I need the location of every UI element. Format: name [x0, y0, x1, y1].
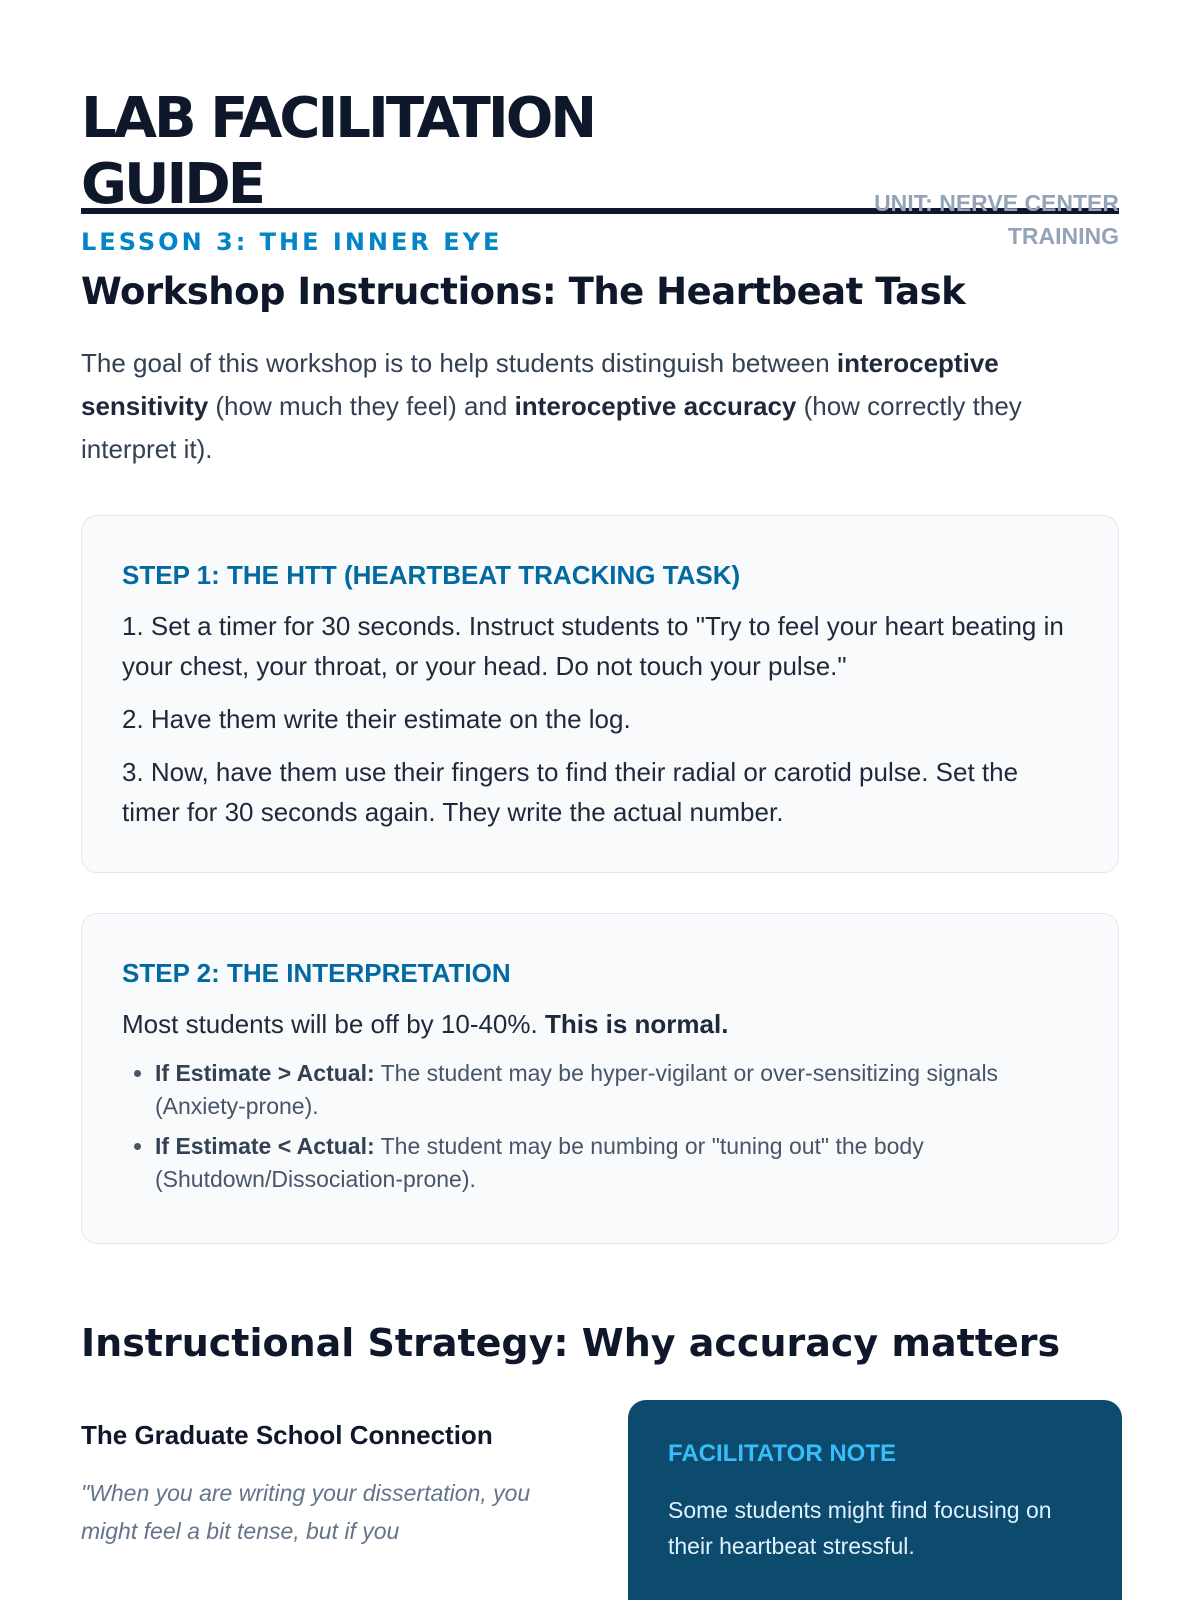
- strategy-heading: Instructional Strategy: Why accuracy matters: [81, 1321, 1061, 1365]
- step1-item: 2. Have them write their estimate on the log.: [122, 704, 631, 734]
- workshop-heading: Workshop Instructions: The Heartbeat Task: [81, 270, 966, 313]
- facilitator-note: [628, 1400, 1122, 1600]
- intro-term-accuracy: interoceptive accuracy: [514, 391, 797, 421]
- bullet-label: If Estimate < Actual:: [155, 1133, 375, 1159]
- lesson-subtitle: LESSON 3: THE INNER EYE: [81, 228, 503, 256]
- intro-text-1: The goal of this workshop is to help students distinguish between: [81, 348, 837, 378]
- step2-bullet: [155, 1130, 1078, 1196]
- step1-title: STEP 1: THE HTT (HEARTBEAT TRACKING TASK): [122, 560, 741, 590]
- step2-lead-text: Most students will be off by 10-40%.: [122, 1009, 545, 1039]
- strategy-columns: [81, 1418, 1119, 1600]
- step2-bullet: [155, 1057, 1078, 1123]
- bullet-label: If Estimate > Actual:: [155, 1060, 375, 1086]
- intro-text-2: (how much they feel) and: [208, 391, 515, 421]
- step1-item: 3. Now, have them use their fingers to find their radial or carotid pulse. Set the timer for 30 seconds again. They write the actual number.: [122, 757, 1019, 827]
- bullet-text: The student may be hyper-vigilant or over-sensitizing signals (Anxiety-prone).: [155, 1060, 999, 1119]
- step1-card: [81, 515, 1119, 873]
- document-header: [81, 0, 1119, 256]
- graduate-connection-quote: "When you are writing your dissertation, you might feel a bit tense, but if you: [81, 1480, 531, 1544]
- graduate-connection-heading: The Graduate School Connection: [81, 1420, 493, 1450]
- intro-term-sensitivity: interoceptive sensitivity: [81, 348, 999, 421]
- step2-lead: [122, 1004, 1078, 1044]
- step2-bullet-list: [122, 1057, 1078, 1196]
- graduate-connection: [81, 1418, 581, 1550]
- document-title: LAB FACILITATION GUIDE: [81, 86, 595, 217]
- step2-title: STEP 2: THE INTERPRETATION: [122, 958, 511, 988]
- facilitator-note-text: Some students might find focusing on their heartbeat stressful.: [668, 1497, 1052, 1559]
- intro-text-3: (how correctly they interpret it).: [81, 391, 1022, 464]
- workshop-intro: [81, 342, 1119, 471]
- facilitator-note-title: FACILITATOR NOTE: [668, 1440, 896, 1467]
- unit-label: UNIT: NERVE CENTER TRAINING: [874, 190, 1119, 249]
- step2-lead-emphasis: This is normal.: [544, 1009, 729, 1039]
- bullet-text: The student may be numbing or "tuning out" the body (Shutdown/Dissociation-prone).: [155, 1133, 924, 1192]
- step2-card: [81, 913, 1119, 1244]
- step1-item: 1. Set a timer for 30 seconds. Instruct students to "Try to feel your heart beating in your chest, your throat, or your head. Do not touch your pulse.": [122, 611, 1064, 681]
